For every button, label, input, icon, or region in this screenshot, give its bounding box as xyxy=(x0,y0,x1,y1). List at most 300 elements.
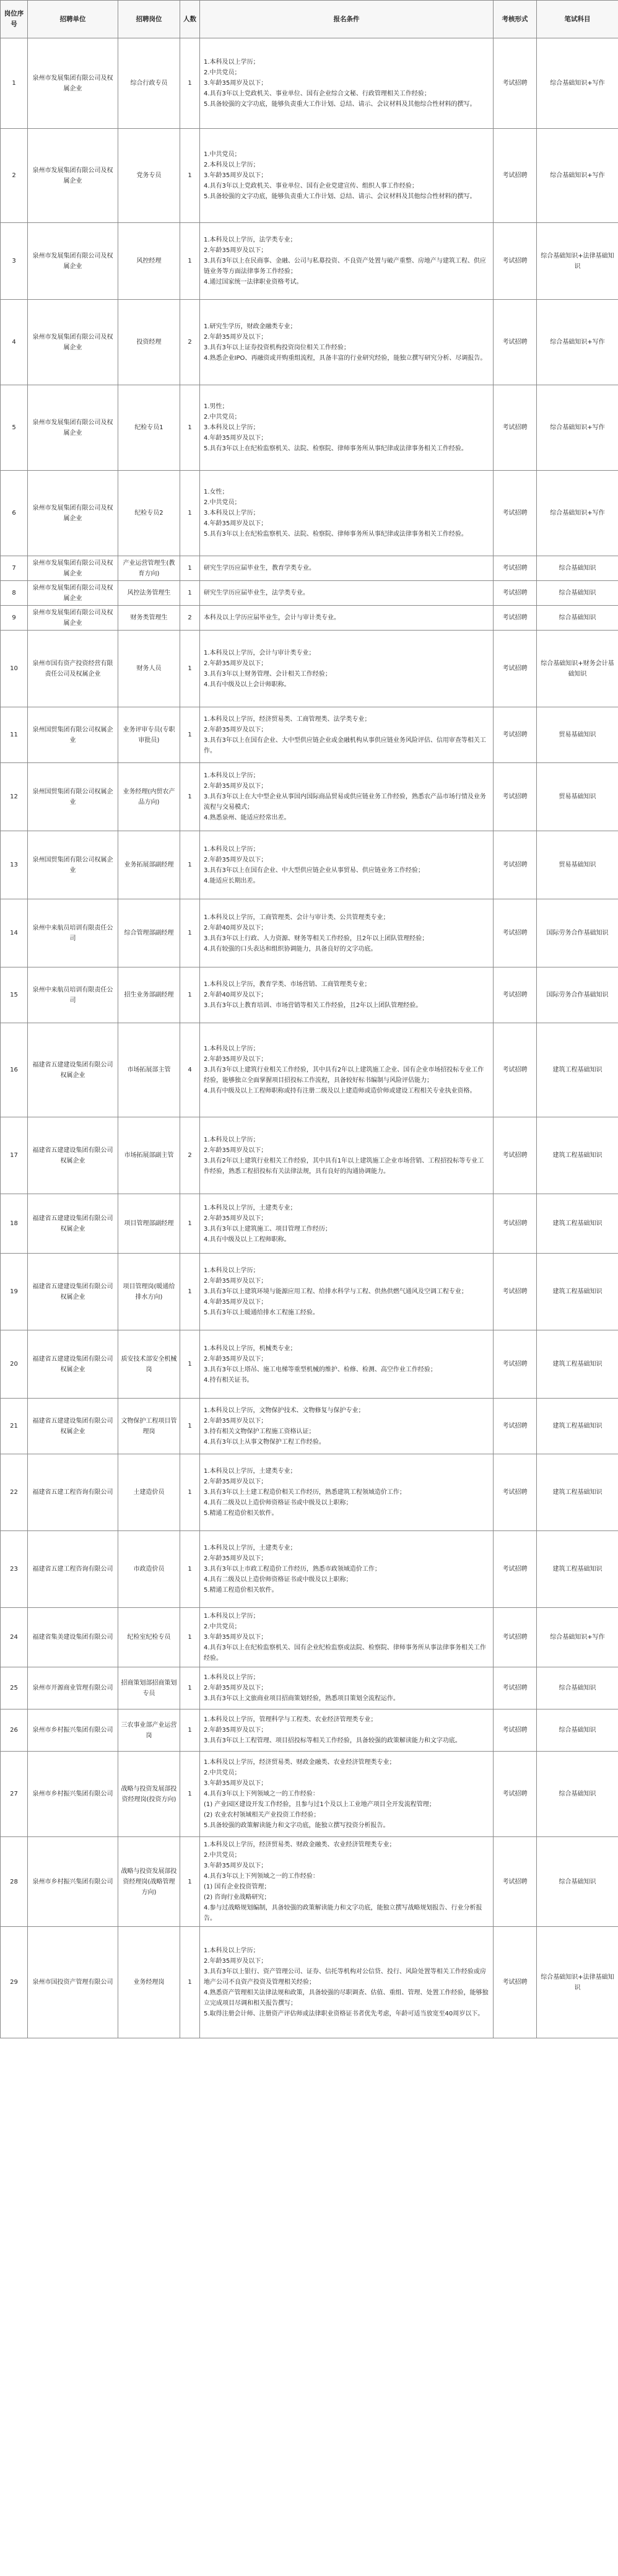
requirement-line: 2.中共党员； xyxy=(204,1623,241,1630)
position-no-cell: 28 xyxy=(1,1837,28,1927)
requirements-cell xyxy=(200,1531,494,1608)
exam-subject-cell: 综合基础知识+法律基础知识 xyxy=(537,223,618,300)
requirement-line: 3.具有3年以上财务管理、会计相关工作经验； xyxy=(204,670,331,678)
position-no-cell: 26 xyxy=(1,1709,28,1752)
requirement-line: 2.中共党员； xyxy=(204,499,241,506)
requirements-cell xyxy=(200,1837,494,1927)
position-no-cell: 3 xyxy=(1,223,28,300)
requirement-line: 5.取得注册会计师、注册资产评估师或法律职业资格证书者优先考虑，年龄可适当放宽至40周岁以下。 xyxy=(204,2011,484,2017)
position-no-cell: 13 xyxy=(1,831,28,899)
post-cell: 风控法务管理生 xyxy=(118,581,180,606)
requirement-line: 2.年龄35周岁及以下； xyxy=(204,333,268,341)
requirement-line: 4.具有3年以上在纪检监察机关、国有企业纪检监察或法院、检察院、律师事务所从事法律事务相关工作经验。 xyxy=(204,1644,486,1662)
exam-subject-cell: 建筑工程基础知识 xyxy=(537,1254,618,1330)
unit-cell: 泉州市国有资产投资经营有限责任公司及权属企业 xyxy=(28,631,118,707)
unit-cell: 泉州国贸集团有限公司权属企业 xyxy=(28,763,118,831)
table-row xyxy=(1,1667,618,1709)
requirement-line: 3.具有3年以上在国有企业、大中型供应链企业或金融机构从事供应链业务风险评估、信用审查等相关工作。 xyxy=(204,736,486,754)
requirement-line: 1.本科及以上学历； xyxy=(204,772,259,779)
table-row xyxy=(1,967,618,1023)
position-no-cell: 22 xyxy=(1,1454,28,1531)
requirements-cell xyxy=(200,1399,494,1454)
requirement-line: 3.具有3年以上证券投资机构投资岗位相关工作经验； xyxy=(204,344,350,351)
header-row xyxy=(1,1,618,38)
post-cell: 纪检专员1 xyxy=(118,385,180,471)
requirements-cell xyxy=(200,1709,494,1752)
requirement-line: 4.熟悉泉州、能适应经常出差。 xyxy=(204,814,290,821)
requirement-line: 1.本科及以上学历，土建类专业； xyxy=(204,1204,297,1212)
unit-cell: 福建省五建建设集团有限公司权属企业 xyxy=(28,1194,118,1254)
post-cell: 市场拓展部副主管 xyxy=(118,1117,180,1194)
unit-cell: 泉州国贸集团有限公司权属企业 xyxy=(28,831,118,899)
count-cell: 1 xyxy=(180,1927,200,2038)
requirement-line: 1.本科及以上学历，教育学类、市场营销、工商管理类专业； xyxy=(204,981,371,988)
position-no-cell: 29 xyxy=(1,1927,28,2038)
requirement-line: 1.本科及以上学历，法学类专业； xyxy=(204,237,297,243)
requirement-line: 3.持有相关文物保护工程施工资格认证； xyxy=(204,1428,315,1435)
position-no-cell: 10 xyxy=(1,631,28,707)
requirement-line: 3.具有3年以上土建工程造价相关工作经历，熟悉建筑工程领域造价工作； xyxy=(204,1489,406,1496)
unit-cell: 福建省五建建设集团有限公司权属企业 xyxy=(28,1117,118,1194)
position-no-cell: 25 xyxy=(1,1667,28,1709)
requirement-line: 4.具有二级及以上造价师资格证书或中级及以上职称； xyxy=(204,1576,352,1583)
requirement-line: 4.具有3年以上下列领域之一的工作经验： xyxy=(204,1791,319,1797)
table-row xyxy=(1,1194,618,1254)
table-row xyxy=(1,707,618,763)
requirement-line: 3.具有3年以上银行、资产管理公司、证券、信托等机构对公信贷、投行、风险处置等相关工作经验或房地产公司不良资产投资及管理相关经验； xyxy=(204,1968,486,1986)
post-cell: 业务评审专员(专职审批员) xyxy=(118,707,180,763)
count-cell: 1 xyxy=(180,385,200,471)
requirement-line: 1.本科及以上学历，会计与审计类专业； xyxy=(204,649,315,657)
requirements-cell xyxy=(200,471,494,556)
position-no-cell: 9 xyxy=(1,606,28,631)
requirement-line: 1.本科及以上学历； xyxy=(204,1947,259,1954)
post-cell: 纪检室纪检专员 xyxy=(118,1608,180,1667)
requirement-line: 3.具有3年以上行政、人力资源、财务等相关工作经验，且2年以上团队管理经验； xyxy=(204,935,429,942)
requirement-line: 1.女性； xyxy=(204,489,228,496)
post-cell: 招生业务部副经理 xyxy=(118,967,180,1023)
requirement-line: 4.参与过战略规划编制，具备较强的政策解读能力和文字功底，能独立撰写战略规划报告、行业分析报告。 xyxy=(204,1905,482,1922)
post-cell: 业务经理岗 xyxy=(118,1927,180,2038)
requirement-line: 1.本科及以上学历，土建类专业； xyxy=(204,1545,297,1552)
requirement-line: 2.年龄35周岁及以下； xyxy=(204,247,268,254)
requirements-cell xyxy=(200,1667,494,1709)
requirement-line: 2.年龄35周岁及以下； xyxy=(204,1685,268,1692)
requirements-cell xyxy=(200,831,494,899)
post-cell: 项目管理岗(暖通给排水方向) xyxy=(118,1254,180,1330)
requirement-line: 2.本科及以上学历； xyxy=(204,162,259,168)
assessment-cell: 考试招聘 xyxy=(494,763,537,831)
requirement-line: 4.具有3年以上从事文物保护工程工作经验。 xyxy=(204,1438,325,1446)
requirement-line: 1.本科及以上学历，经济贸易类、财政金融类、农业经济管理类专业； xyxy=(204,1841,396,1848)
position-no-cell: 14 xyxy=(1,899,28,967)
table-row xyxy=(1,1531,618,1608)
count-cell: 1 xyxy=(180,1454,200,1531)
table-row xyxy=(1,1837,618,1927)
requirement-line: 1.本科及以上学历； xyxy=(204,1613,259,1620)
requirement-line: 2.中共党员； xyxy=(204,1852,241,1859)
requirements-cell xyxy=(200,223,494,300)
count-cell: 1 xyxy=(180,1752,200,1837)
requirement-line: 3.具有3年以上在国有企业、中大型供应链企业从事贸易、供应链业务工作经验； xyxy=(204,867,424,874)
requirement-line: 3.具有3年以上建筑环境与能源应用工程、给排水科学与工程、供热供燃气通风及空调工程专业； xyxy=(204,1288,468,1295)
requirement-line: 2.年龄35周岁及以下； xyxy=(204,1355,268,1363)
requirement-line: 4.熟悉资产管理相关法律法规和政策，具备较强的尽职调查、估值、重组、管理、处置工作经验，能够独立完成项目尽调和相关报告撰写； xyxy=(204,1989,489,2007)
unit-cell: 泉州市发展集团有限公司及权属企业 xyxy=(28,38,118,129)
requirement-line: 4.年龄35周岁及以下； xyxy=(204,1299,268,1306)
unit-cell: 泉州市乡村振兴集团有限公司 xyxy=(28,1709,118,1752)
exam-subject-cell: 综合基础知识+写作 xyxy=(537,300,618,385)
requirement-line: 3.具有3年以上市政工程造价工作经历，熟悉市政领域造价工作； xyxy=(204,1566,381,1573)
requirements-cell xyxy=(200,38,494,129)
requirement-line: 1.本科及以上学历； xyxy=(204,1674,259,1681)
requirement-line: 4.持有相关证书。 xyxy=(204,1376,253,1384)
unit-cell: 泉州市发展集团有限公司及权属企业 xyxy=(28,129,118,223)
exam-subject-cell: 贸易基础知识 xyxy=(537,707,618,763)
count-cell: 1 xyxy=(180,38,200,129)
unit-cell: 泉州市开源商业管理有限公司 xyxy=(28,1667,118,1709)
count-cell: 1 xyxy=(180,556,200,581)
table-row xyxy=(1,300,618,385)
requirement-line: 2.年龄40周岁及以下； xyxy=(204,992,268,998)
table-row xyxy=(1,606,618,631)
unit-cell: 福建省五建建设集团有限公司权属企业 xyxy=(28,1399,118,1454)
requirement-line: 4.具有3年以上下列领域之一的工作经验： xyxy=(204,1873,319,1880)
count-cell: 1 xyxy=(180,1194,200,1254)
requirement-line: 1.本科及以上学历； xyxy=(204,1046,259,1052)
count-cell: 1 xyxy=(180,129,200,223)
requirement-line: 4.具有3年以上党政机关、事业单位、国有企业综合文秘、行政管理相关工作经验； xyxy=(204,90,430,97)
requirement-line: 2.年龄35周岁及以下； xyxy=(204,856,268,863)
table-row xyxy=(1,129,618,223)
requirements-cell xyxy=(200,1254,494,1330)
table-row xyxy=(1,1254,618,1330)
requirement-line: 2.年龄35周岁及以下； xyxy=(204,1278,268,1285)
requirement-line: 1.本科及以上学历； xyxy=(204,845,259,853)
requirement-line: 3.具有3年以上建筑施工、项目管理工作经历； xyxy=(204,1225,331,1233)
table-row xyxy=(1,471,618,556)
requirement-line: 3.年龄35周岁及以下； xyxy=(204,1634,268,1641)
post-cell: 土建造价员 xyxy=(118,1454,180,1531)
requirement-line: 3.具有3年以上在民商事、金融、公司与私募投资、不良资产处置与破产重整、房地产与建筑工程、供应链业务等方面法律事务工作经验； xyxy=(204,258,486,275)
requirements-cell xyxy=(200,581,494,606)
table-row xyxy=(1,1927,618,2038)
requirement-line: (1) 国有企业投资管理； xyxy=(204,1884,271,1890)
assessment-cell: 考试招聘 xyxy=(494,1608,537,1667)
exam-subject-cell: 综合基础知识+写作 xyxy=(537,471,618,556)
exam-subject-cell: 国际劳务合作基础知识 xyxy=(537,899,618,967)
table-row xyxy=(1,581,618,606)
table-row xyxy=(1,1709,618,1752)
table-row xyxy=(1,631,618,707)
count-cell: 1 xyxy=(180,1667,200,1709)
unit-cell: 福建省五建建设集团有限公司权属企业 xyxy=(28,1023,118,1117)
requirements-cell xyxy=(200,385,494,471)
exam-subject-cell: 综合基础知识 xyxy=(537,1667,618,1709)
unit-cell: 福建省五建建设集团有限公司权属企业 xyxy=(28,1330,118,1399)
requirement-line: 5.精通工程造价相关软件。 xyxy=(204,1510,278,1517)
count-cell: 1 xyxy=(180,899,200,967)
requirement-line: 5.具有3年以上在纪检监察机关、法院、检察院、律师事务所从事纪律或法律事务相关工作经验。 xyxy=(204,531,468,538)
requirement-line: 3.年龄35周岁及以下； xyxy=(204,80,268,87)
count-cell: 1 xyxy=(180,831,200,899)
exam-subject-cell: 综合基础知识+财务会计基础知识 xyxy=(537,631,618,707)
requirement-line: 4.具有中级及以上工程师职称。 xyxy=(204,1236,290,1243)
requirement-line: 3.年龄35周岁及以下； xyxy=(204,1862,268,1869)
unit-cell: 泉州市国投资产管理有限公司 xyxy=(28,1927,118,2038)
post-cell: 质安技术部安全机械岗 xyxy=(118,1330,180,1399)
exam-subject-cell: 综合基础知识 xyxy=(537,1709,618,1752)
requirement-line: 4.通过国家统一法律职业资格考试。 xyxy=(204,279,303,286)
position-no-cell: 11 xyxy=(1,707,28,763)
requirement-line: 3.年龄35周岁及以下； xyxy=(204,1780,268,1787)
post-cell: 招商策划部招商策划专员 xyxy=(118,1667,180,1709)
exam-subject-cell: 综合基础知识+写作 xyxy=(537,1608,618,1667)
requirement-line: 5.具有3年以上在纪检监察机关、法院、检察院、律师事务所从事纪律或法律事务相关工作经验。 xyxy=(204,445,468,452)
requirement-line: 5.具备较强的政策解读能力和文字功底，能独立撰写投资分析报告。 xyxy=(204,1822,390,1829)
requirement-line: 3.具有3年以上文旅商业项目招商策划经验，熟悉项目策划全流程运作。 xyxy=(204,1695,399,1702)
requirement-line: 1.本科及以上学历，经济贸易类、财政金融类、农业经济管理类专业； xyxy=(204,1759,396,1766)
post-cell: 纪检专员2 xyxy=(118,471,180,556)
exam-subject-cell: 综合基础知识+法律基础知识 xyxy=(537,1927,618,2038)
requirement-line: 1.本科及以上学历，土建类专业； xyxy=(204,1468,297,1475)
requirement-line: 4.具有中级及以上会计师职称。 xyxy=(204,681,290,688)
exam-subject-cell: 综合基础知识+写作 xyxy=(537,129,618,223)
assessment-cell: 考试招聘 xyxy=(494,707,537,763)
assessment-cell: 考试招聘 xyxy=(494,385,537,471)
exam-subject-cell: 国际劳务合作基础知识 xyxy=(537,967,618,1023)
exam-subject-cell: 建筑工程基础知识 xyxy=(537,1117,618,1194)
count-cell: 4 xyxy=(180,1023,200,1117)
count-cell: 1 xyxy=(180,707,200,763)
post-cell: 党务专员 xyxy=(118,129,180,223)
requirement-line: 1.本科及以上学历； xyxy=(204,1136,259,1143)
post-cell: 业务经理(内贸农产品方向) xyxy=(118,763,180,831)
position-no-cell: 19 xyxy=(1,1254,28,1330)
count-cell: 1 xyxy=(180,967,200,1023)
assessment-cell: 考试招聘 xyxy=(494,300,537,385)
requirement-line: 3.具有3年以上塔吊、施工电梯等重型机械的维护、检修、检测、高空作业工作经验； xyxy=(204,1366,437,1373)
exam-subject-cell: 建筑工程基础知识 xyxy=(537,1531,618,1608)
requirement-line: 3.年龄35周岁及以下； xyxy=(204,172,268,179)
count-cell: 2 xyxy=(180,606,200,631)
requirement-line: 5.具有3年以上暖通给排水工程施工经验。 xyxy=(204,1309,319,1316)
unit-cell: 泉州市发展集团有限公司及权属企业 xyxy=(28,606,118,631)
requirement-line: 2.中共党员； xyxy=(204,69,241,76)
header-assessment: 考核形式 xyxy=(494,1,537,38)
requirement-line: 2.中共党员； xyxy=(204,414,241,421)
exam-subject-cell: 综合基础知识 xyxy=(537,556,618,581)
position-no-cell: 12 xyxy=(1,763,28,831)
position-no-cell: 27 xyxy=(1,1752,28,1837)
header-position-no: 岗位序号 xyxy=(1,1,28,38)
exam-subject-cell: 贸易基础知识 xyxy=(537,831,618,899)
assessment-cell: 考试招聘 xyxy=(494,581,537,606)
unit-cell: 福建省五建工程咨询有限公司 xyxy=(28,1454,118,1531)
requirement-line: 2.年龄35周岁及以下； xyxy=(204,726,268,733)
requirement-line: 2.年龄35周岁及以下； xyxy=(204,783,268,790)
requirement-line: 1.本科及以上学历，管理科学与工程类、农业经济管理类专业； xyxy=(204,1716,377,1723)
requirements-cell xyxy=(200,707,494,763)
exam-subject-cell: 建筑工程基础知识 xyxy=(537,1023,618,1117)
header-post: 招聘岗位 xyxy=(118,1,180,38)
position-no-cell: 23 xyxy=(1,1531,28,1608)
assessment-cell: 考试招聘 xyxy=(494,471,537,556)
count-cell: 1 xyxy=(180,471,200,556)
post-cell: 市政造价员 xyxy=(118,1531,180,1608)
table-row xyxy=(1,556,618,581)
requirement-line: 2.中共党员； xyxy=(204,1770,241,1776)
assessment-cell: 考试招聘 xyxy=(494,1254,537,1330)
table-row xyxy=(1,899,618,967)
unit-cell: 泉州市发展集团有限公司及权属企业 xyxy=(28,223,118,300)
requirement-line: 3.具有2年以上建筑行业相关工作经验，其中具有1年以上建筑施工企业市场营销、工程招投标等专业工作经验，熟悉工程招投标有关法律法规，具有良好的沟通协调能力。 xyxy=(204,1157,484,1175)
table-row xyxy=(1,1117,618,1194)
header-unit: 招聘单位 xyxy=(28,1,118,38)
assessment-cell: 考试招聘 xyxy=(494,606,537,631)
requirement-line: 2.年龄35周岁及以下； xyxy=(204,1146,268,1154)
requirement-line: 2.年龄35周岁及以下； xyxy=(204,1417,268,1425)
requirements-cell xyxy=(200,300,494,385)
count-cell: 1 xyxy=(180,223,200,300)
assessment-cell: 考试招聘 xyxy=(494,1454,537,1531)
table-row xyxy=(1,1023,618,1117)
unit-cell: 泉州市乡村振兴集团有限公司 xyxy=(28,1752,118,1837)
position-no-cell: 5 xyxy=(1,385,28,471)
assessment-cell: 考试招聘 xyxy=(494,1709,537,1752)
unit-cell: 福建省集美建设集团有限公司 xyxy=(28,1608,118,1667)
requirement-line: 3.具有3年以上工程管理、项目招投标等相关工作经验，具备较强的政策解读能力和文字功底。 xyxy=(204,1737,461,1744)
requirement-line: 3.本科及以上学历； xyxy=(204,424,259,431)
table-row xyxy=(1,38,618,129)
requirement-line: 2.年龄35周岁及以下； xyxy=(204,1555,268,1562)
requirement-line: 1.本科及以上学历，文物保护技术、文物修复与保护专业； xyxy=(204,1407,365,1414)
requirement-line: 本科及以上学历应届毕业生，会计与审计类专业。 xyxy=(204,614,340,621)
assessment-cell: 考试招聘 xyxy=(494,1667,537,1709)
position-no-cell: 18 xyxy=(1,1194,28,1254)
position-no-cell: 21 xyxy=(1,1399,28,1454)
unit-cell: 泉州市发展集团有限公司及权属企业 xyxy=(28,581,118,606)
requirement-line: (1) 产业园区建设开发工作经验，且参与过1个及以上工业地产项目全开发流程管理； xyxy=(204,1801,435,1808)
assessment-cell: 考试招聘 xyxy=(494,1531,537,1608)
unit-cell: 泉州市发展集团有限公司及权属企业 xyxy=(28,385,118,471)
requirements-cell xyxy=(200,1454,494,1531)
requirement-line: 1.中共党员； xyxy=(204,151,241,158)
requirements-cell xyxy=(200,1023,494,1117)
requirement-line: 2.年龄35周岁及以下； xyxy=(204,1215,268,1222)
position-no-cell: 6 xyxy=(1,471,28,556)
requirement-line: 2.年龄35周岁及以下； xyxy=(204,660,268,667)
position-no-cell: 4 xyxy=(1,300,28,385)
requirement-line: 5.精通工程造价相关软件。 xyxy=(204,1587,278,1594)
count-cell: 1 xyxy=(180,1254,200,1330)
position-no-cell: 15 xyxy=(1,967,28,1023)
count-cell: 1 xyxy=(180,581,200,606)
post-cell: 战略与投资发展部投资经理岗(战略管理方向) xyxy=(118,1837,180,1927)
assessment-cell: 考试招聘 xyxy=(494,556,537,581)
post-cell: 市场拓展部主管 xyxy=(118,1023,180,1117)
unit-cell: 泉州市发展集团有限公司及权属企业 xyxy=(28,471,118,556)
requirements-cell xyxy=(200,631,494,707)
requirement-line: 1.本科及以上学历； xyxy=(204,59,259,66)
header-count: 人数 xyxy=(180,1,200,38)
requirement-line: 研究生学历应届毕业生，法学类专业。 xyxy=(204,590,309,596)
requirement-line: 5.具备较强的文字功底，能够负责重大工作计划、总结、请示、会议材料及其他综合性材料的撰写。 xyxy=(204,193,476,200)
table-row xyxy=(1,831,618,899)
post-cell: 项目管理部副经理 xyxy=(118,1194,180,1254)
requirement-line: 4.具有较强的口头表达和组织协调能力，具备良好的文字功底。 xyxy=(204,945,377,953)
count-cell: 1 xyxy=(180,1608,200,1667)
count-cell: 1 xyxy=(180,1399,200,1454)
assessment-cell: 考试招聘 xyxy=(494,899,537,967)
assessment-cell: 考试招聘 xyxy=(494,223,537,300)
requirement-line: 2.年龄40周岁及以下； xyxy=(204,924,268,932)
requirement-line: 2.年龄35周岁及以下； xyxy=(204,1958,268,1965)
exam-subject-cell: 建筑工程基础知识 xyxy=(537,1330,618,1399)
assessment-cell: 考试招聘 xyxy=(494,1194,537,1254)
requirement-line: 研究生学历应届毕业生，教育学类专业。 xyxy=(204,565,315,572)
assessment-cell: 考试招聘 xyxy=(494,631,537,707)
position-no-cell: 2 xyxy=(1,129,28,223)
requirements-cell xyxy=(200,556,494,581)
position-no-cell: 8 xyxy=(1,581,28,606)
table-row xyxy=(1,1454,618,1531)
header-exam-subject: 笔试科目 xyxy=(537,1,618,38)
table-row xyxy=(1,763,618,831)
post-cell: 投资经理 xyxy=(118,300,180,385)
exam-subject-cell: 建筑工程基础知识 xyxy=(537,1399,618,1454)
exam-subject-cell: 综合基础知识 xyxy=(537,581,618,606)
requirements-cell xyxy=(200,967,494,1023)
requirement-line: 4.具有中级及以上工程师职称或持有注册二级及以上建造师或造价师或建设工程相关专业执业资格。 xyxy=(204,1088,476,1094)
unit-cell: 福建省五建工程咨询有限公司 xyxy=(28,1531,118,1608)
assessment-cell: 考试招聘 xyxy=(494,1399,537,1454)
requirement-line: 1.本科及以上学历，机械类专业； xyxy=(204,1345,297,1352)
post-cell: 财务类管理生 xyxy=(118,606,180,631)
post-cell: 文物保护工程项目管理岗 xyxy=(118,1399,180,1454)
post-cell: 综合行政专员 xyxy=(118,38,180,129)
assessment-cell: 考试招聘 xyxy=(494,1927,537,2038)
assessment-cell: 考试招聘 xyxy=(494,967,537,1023)
requirement-line: 4.年龄35周岁及以下； xyxy=(204,435,268,442)
post-cell: 财务人员 xyxy=(118,631,180,707)
requirement-line: 1.本科及以上学历，经济贸易类、工商管理类、法学类专业； xyxy=(204,715,371,723)
table-row xyxy=(1,385,618,471)
requirement-line: 4.具有3年以上党政机关、事业单位、国有企业党建宣传、组织人事工作经验； xyxy=(204,183,418,190)
requirement-line: 1.本科及以上学历，工商管理类、会计与审计类、公共管理类专业； xyxy=(204,914,390,921)
post-cell: 三农事业部产业运营岗 xyxy=(118,1709,180,1752)
count-cell: 1 xyxy=(180,1837,200,1927)
unit-cell: 泉州市乡村振兴集团有限公司 xyxy=(28,1837,118,1927)
requirement-line: 4.熟悉企业IPO、再融资或并购重组流程，具备丰富的行业研究经验，能独立撰写研究分析、尽调报告。 xyxy=(204,354,487,362)
requirements-cell xyxy=(200,1752,494,1837)
requirement-line: 1.男性； xyxy=(204,403,228,410)
count-cell: 2 xyxy=(180,1117,200,1194)
unit-cell: 泉州国贸集团有限公司权属企业 xyxy=(28,707,118,763)
requirements-cell xyxy=(200,129,494,223)
count-cell: 1 xyxy=(180,1531,200,1608)
assessment-cell: 考试招聘 xyxy=(494,129,537,223)
requirement-line: 3.具有3年以上建筑行业相关工作经验，其中具有2年以上建筑施工企业、国有企业市场招投标专业工作经验，能够独立全面掌握项目招投标工作流程，具备较好标书编制与风险评估能力； xyxy=(204,1067,484,1084)
post-cell: 业务拓展部副经理 xyxy=(118,831,180,899)
table-row xyxy=(1,1608,618,1667)
position-no-cell: 1 xyxy=(1,38,28,129)
requirement-line: 2.年龄35周岁及以下； xyxy=(204,1727,268,1734)
unit-cell: 泉州市发展集团有限公司及权属企业 xyxy=(28,300,118,385)
requirement-line: 2.年龄35周岁及以下； xyxy=(204,1478,268,1485)
requirement-line: 3.具有3年以上教育培训、市场营销等相关工作经验，且2年以上团队管理经验。 xyxy=(204,1002,422,1009)
assessment-cell: 考试招聘 xyxy=(494,1117,537,1194)
